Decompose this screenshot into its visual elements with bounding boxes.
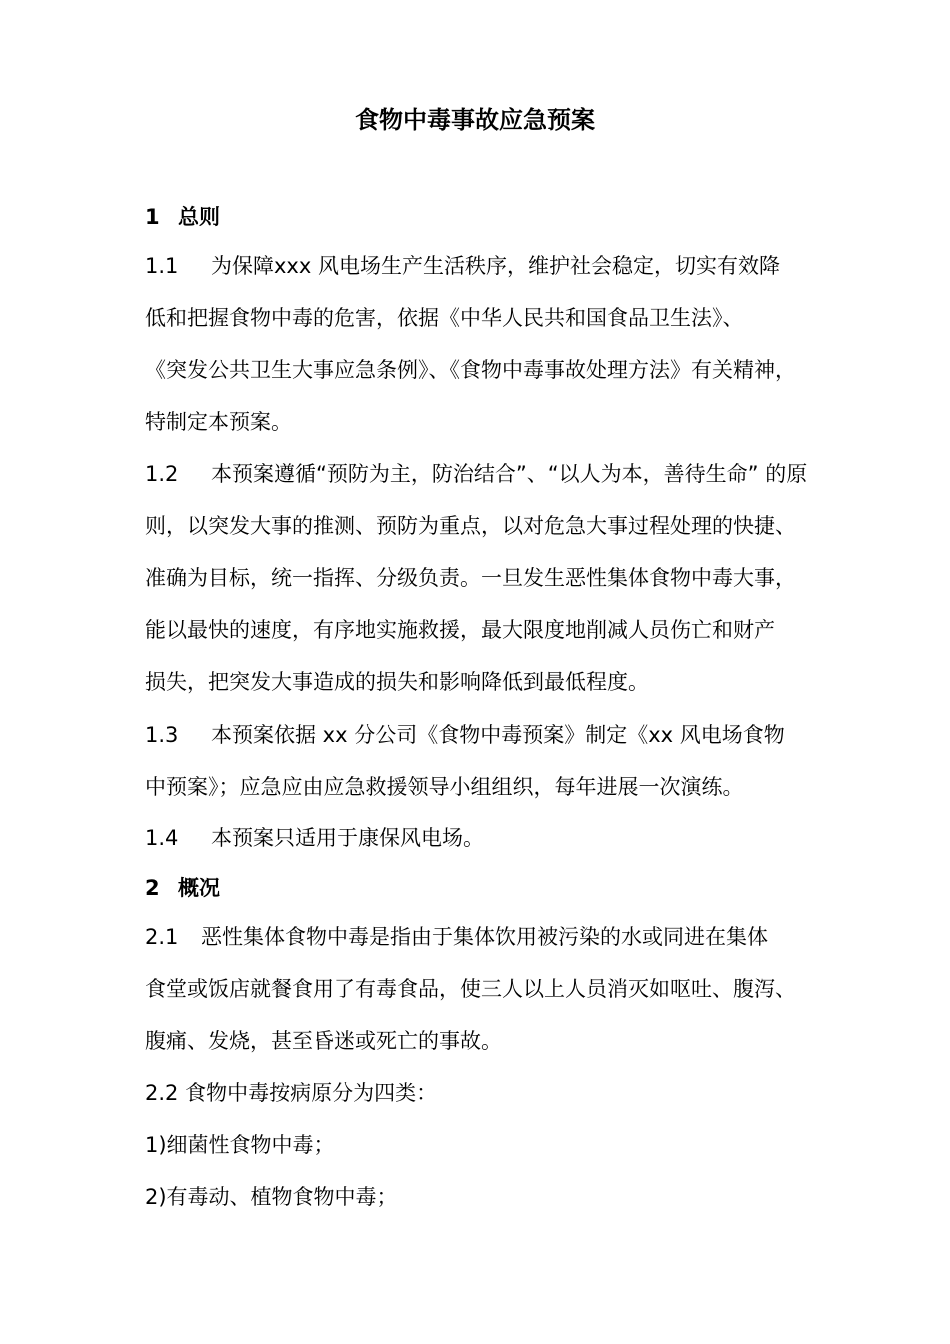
paragraph-text: 本预案遵循“预防为主，防治结合”、“以人为本，善待生命” 的原: [211, 462, 808, 486]
paragraph-text: 本预案只适用于康保风电场。: [211, 826, 484, 850]
document-title: 食物中毒事故应急预案: [355, 106, 595, 134]
paragraph-number: 1.1: [145, 254, 179, 278]
paragraph-text: 为保障xxx 风电场生产生活秩序，维护社会稳定，切实有效降: [211, 254, 780, 278]
paragraph-2-1-line-2: 食堂或饭店就餐食用了有毒食品，使三人以上人员消灭如呕吐、腹泻、: [145, 977, 796, 1001]
paragraph-number: 1.3: [145, 723, 179, 747]
paragraph-1-2-line-3: 准确为目标，统一指挥、分级负责。一旦发生恶性集体食物中毒大事，: [145, 566, 796, 590]
section-heading-1: [145, 202, 220, 232]
paragraph-text: 本预案依据 xx 分公司《食物中毒预案》制定《xx 风电场食物: [211, 723, 785, 747]
list-item: 1)细菌性食物中毒；: [145, 1133, 335, 1157]
section-number: 1: [145, 205, 160, 229]
paragraph-2-2: 2.2 食物中毒按病原分为四类：: [145, 1081, 438, 1105]
paragraph-1-2-line-5: 损失，把突发大事造成的损失和影响降低到最低程度。: [145, 670, 649, 694]
list-item: 2)有毒动、植物食物中毒；: [145, 1185, 398, 1209]
paragraph-1-1-line-4: 特制定本预案。: [145, 410, 292, 434]
paragraph-1-2-line-1: [145, 459, 807, 489]
paragraph-1-1-line-3: 《突发公共卫生大事应急条例》、《食物中毒事故处理方法》有关精神，: [145, 358, 796, 382]
paragraph-2-1-line-3: 腹痛、发烧，甚至昏迷或死亡的事故。: [145, 1029, 502, 1053]
paragraph-text: 恶性集体食物中毒是指由于集体饮用被污染的水或同进在集体: [201, 925, 768, 949]
paragraph-1-3-line-2: 中预案》；应急应由应急救援领导小组组织，每年进展一次演练。: [145, 775, 744, 799]
paragraph-number: 2.1: [145, 925, 179, 949]
paragraph-number: 1.4: [145, 826, 179, 850]
paragraph-1-2-line-4: 能以最快的速度，有序地实施救援，最大限度地削减人员伤亡和财产: [145, 618, 775, 642]
section-number: 2: [145, 876, 160, 900]
paragraph-2-1-line-1: [145, 922, 768, 952]
paragraph-1-4-line-1: [145, 823, 484, 853]
paragraph-1-1-line-2: 低和把握食物中毒的危害，依据《中华人民共和国食品卫生法》、: [145, 306, 744, 330]
paragraph-1-2-line-2: 则，以突发大事的推测、预防为重点，以对危急大事过程处理的快捷、: [145, 514, 796, 538]
section-heading-text: 总则: [178, 205, 220, 229]
section-heading-text: 概况: [178, 876, 220, 900]
paragraph-number: 1.2: [145, 462, 179, 486]
section-heading-2: [145, 873, 220, 903]
paragraph-1-1-line-1: [145, 251, 780, 281]
paragraph-1-3-line-1: [145, 720, 785, 750]
